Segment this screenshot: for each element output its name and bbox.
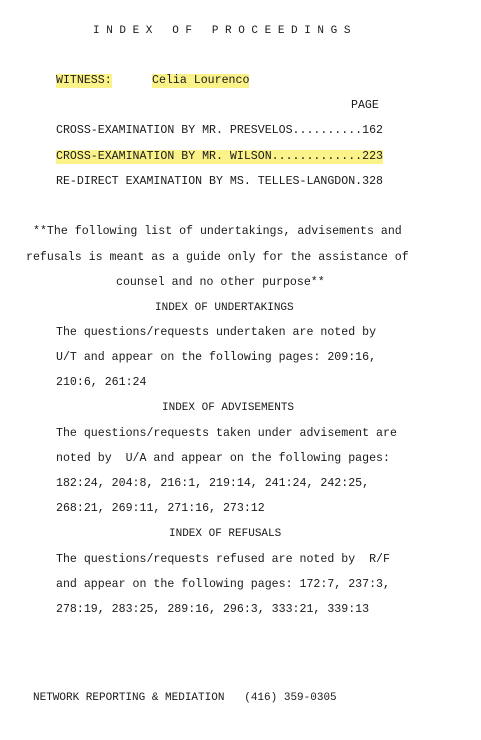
- refusals-line: and appear on the following pages: 172:7, 237:3,: [56, 578, 390, 591]
- advisements-line: 182:24, 204:8, 216:1, 219:14, 241:24, 242:25,: [56, 477, 370, 490]
- undertakings-line: The questions/requests undertaken are noted by: [56, 326, 377, 339]
- undertakings-line: 210:6, 261:24: [56, 376, 147, 389]
- note-line: refusals is meant as a guide only for the assistance of: [26, 251, 409, 264]
- refusals-line: The questions/requests refused are noted by R/F: [56, 553, 390, 566]
- note-line: **The following list of undertakings, advisements and: [33, 225, 402, 238]
- note-line: counsel and no other purpose**: [116, 276, 325, 289]
- refusals-line: 278:19, 283:25, 289:16, 296:3, 333:21, 339:13: [56, 603, 370, 616]
- examination-line: CROSS-EXAMINATION BY MR. WILSON.............223: [56, 150, 383, 163]
- refusals-heading: INDEX OF REFUSALS: [169, 528, 282, 540]
- examination-line: CROSS-EXAMINATION BY MR. PRESVELOS..........162: [56, 124, 383, 137]
- advisements-heading: INDEX OF ADVISEMENTS: [162, 402, 295, 414]
- advisements-line: The questions/requests taken under advisement are: [56, 427, 397, 440]
- examination-line: RE-DIRECT EXAMINATION BY MS. TELLES-LANGDON.328: [56, 175, 383, 188]
- footer-text: NETWORK REPORTING & MEDIATION (416) 359-0305: [33, 692, 337, 704]
- advisements-line: noted by U/A and appear on the following pages:: [56, 452, 390, 465]
- advisements-line: 268:21, 269:11, 271:16, 273:12: [56, 502, 265, 515]
- undertakings-heading: INDEX OF UNDERTAKINGS: [155, 302, 294, 314]
- undertakings-line: U/T and appear on the following pages: 209:16,: [56, 351, 377, 364]
- index-title: I N D E X O F P R O C E E D I N G S: [93, 25, 351, 37]
- page-column-label: PAGE: [351, 99, 379, 112]
- witness-name: Celia Lourenco: [152, 74, 250, 87]
- witness-label: WITNESS:: [56, 74, 112, 87]
